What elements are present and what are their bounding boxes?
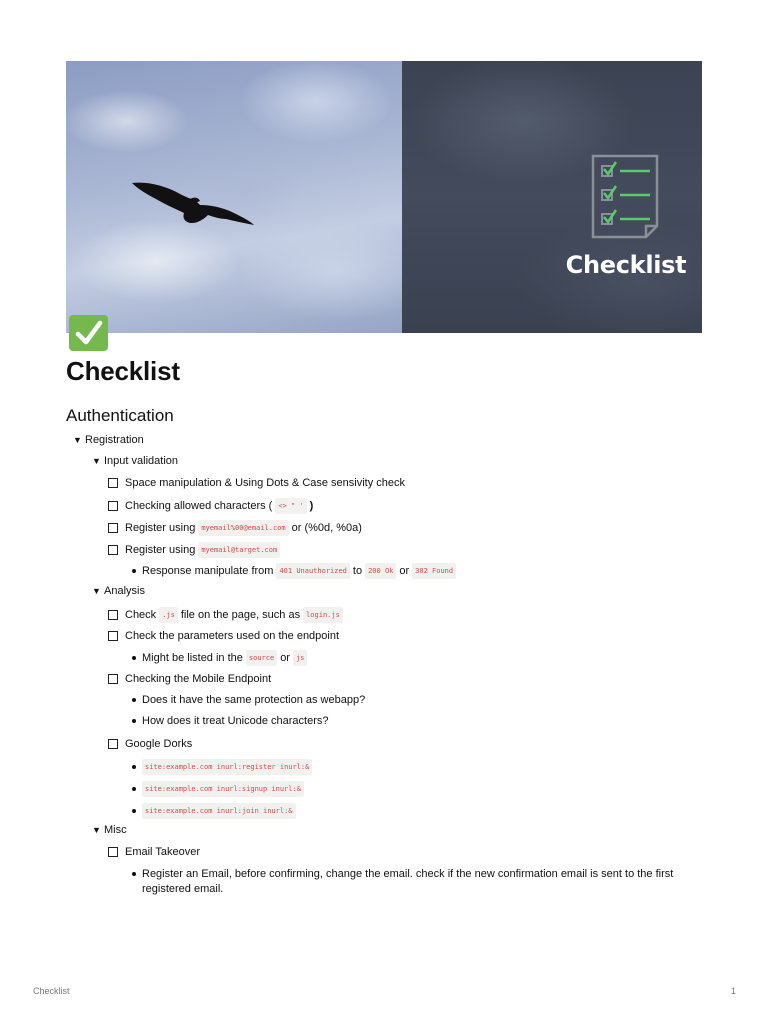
- todo-text: or (%0d, %0a): [291, 522, 362, 534]
- page-number: 1: [731, 986, 737, 996]
- toggle-label: Input validation: [104, 455, 178, 467]
- cover-banner: [66, 61, 702, 333]
- toggle-label: Misc: [104, 824, 127, 836]
- inline-code: js: [293, 650, 307, 666]
- banner-title: Checklist: [565, 251, 687, 279]
- inline-code: source: [246, 650, 277, 666]
- todo-text: Checking the Mobile Endpoint: [125, 673, 272, 685]
- bullet-text: Might be listed in the: [142, 652, 243, 664]
- bullet-item: [131, 563, 459, 579]
- bullet-dot: [132, 765, 136, 769]
- bullet-dot: [132, 698, 136, 702]
- page-title: Checklist: [66, 356, 180, 386]
- bullet-text: How does it treat Unicode characters?: [142, 715, 329, 727]
- toggle-registration[interactable]: [73, 433, 144, 447]
- inline-code: site:example.com inurl:join inurl:&: [142, 803, 296, 819]
- todo-text: Check: [125, 609, 157, 621]
- bullet-dot: [132, 809, 136, 813]
- bullet-text: to: [352, 565, 363, 577]
- inline-code: myemail%00@email.com: [198, 520, 288, 536]
- todo-item: [108, 498, 313, 514]
- inline-code: 401 Unauthorized: [276, 563, 349, 579]
- inline-code: 200 Ok: [365, 563, 396, 579]
- inline-code: .js: [159, 607, 178, 623]
- inline-code: <> " ': [275, 498, 306, 514]
- toggle-triangle-icon[interactable]: ▼: [92, 825, 101, 835]
- toggle-triangle-icon[interactable]: ▼: [73, 435, 82, 445]
- todo-item: [108, 629, 339, 643]
- todo-text: Register using: [125, 522, 196, 534]
- todo-text: Google Dorks: [125, 738, 193, 750]
- bullet-text: or: [280, 652, 290, 664]
- bullet-item: [131, 693, 365, 707]
- checkbox[interactable]: [108, 478, 118, 488]
- sky-photo: [66, 61, 402, 333]
- toggle-triangle-icon[interactable]: ▼: [92, 586, 101, 596]
- toggle-label: Registration: [85, 434, 144, 446]
- checkbox[interactable]: [108, 545, 118, 555]
- todo-item: [108, 607, 346, 623]
- inline-code: site:example.com inurl:register inurl:&: [142, 759, 312, 775]
- section-heading: Authentication: [66, 406, 174, 425]
- checkbox[interactable]: [108, 631, 118, 641]
- todo-item: [108, 542, 283, 558]
- todo-item: [108, 845, 200, 859]
- todo-text: Register using: [125, 544, 196, 556]
- todo-item: [108, 672, 271, 686]
- toggle-misc[interactable]: [92, 823, 127, 837]
- checkbox[interactable]: [108, 847, 118, 857]
- checkbox[interactable]: [108, 739, 118, 749]
- bullet-item: [131, 867, 681, 897]
- checkbox[interactable]: [108, 610, 118, 620]
- bullet-dot: [132, 719, 136, 723]
- bullet-item: [131, 650, 310, 666]
- bullet-dot: [132, 787, 136, 791]
- checklist-icon: [590, 154, 660, 240]
- toggle-label: Analysis: [104, 585, 145, 597]
- dark-panel: [402, 61, 702, 333]
- checkbox[interactable]: [108, 523, 118, 533]
- inline-code: 302 Found: [412, 563, 456, 579]
- eagle-silhouette: [130, 179, 256, 229]
- todo-item: [108, 520, 362, 536]
- bullet-item: [131, 781, 307, 797]
- todo-text: Space manipulation & Using Dots & Case sensivity check: [125, 477, 406, 489]
- todo-text: file on the page, such as: [180, 609, 301, 621]
- inline-code: myemail@target.com: [198, 542, 280, 558]
- checkbox[interactable]: [108, 674, 118, 684]
- inline-code: site:example.com inurl:signup inurl:&: [142, 781, 304, 797]
- bullet-item: [131, 759, 315, 775]
- bullet-text: or: [399, 565, 410, 577]
- bullet-text: Register an Email, before confirming, change the email. check if the new confirmation email is sent to the first registered email.: [142, 868, 674, 895]
- footer-title: Checklist: [33, 986, 70, 996]
- bullet-text: Does it have the same protection as webapp?: [142, 694, 366, 706]
- bullet-item: [131, 714, 328, 728]
- checkbox[interactable]: [108, 501, 118, 511]
- toggle-triangle-icon[interactable]: ▼: [92, 456, 101, 466]
- todo-text: ): [309, 500, 314, 512]
- todo-item: [108, 476, 405, 490]
- bullet-dot: [132, 569, 136, 573]
- todo-text: Email Takeover: [125, 846, 200, 858]
- todo-item: [108, 737, 192, 751]
- bullet-item: [131, 803, 299, 819]
- bullet-dot: [132, 872, 136, 876]
- bullet-text: Response manipulate from: [142, 565, 274, 577]
- toggle-analysis[interactable]: [92, 584, 145, 598]
- inline-code: login.js: [303, 607, 343, 623]
- white-check-mark-icon: [69, 315, 108, 351]
- bullet-dot: [132, 656, 136, 660]
- todo-text: Checking allowed characters (: [125, 500, 273, 512]
- toggle-input-validation[interactable]: [92, 454, 178, 468]
- todo-text: Check the parameters used on the endpoint: [125, 630, 340, 642]
